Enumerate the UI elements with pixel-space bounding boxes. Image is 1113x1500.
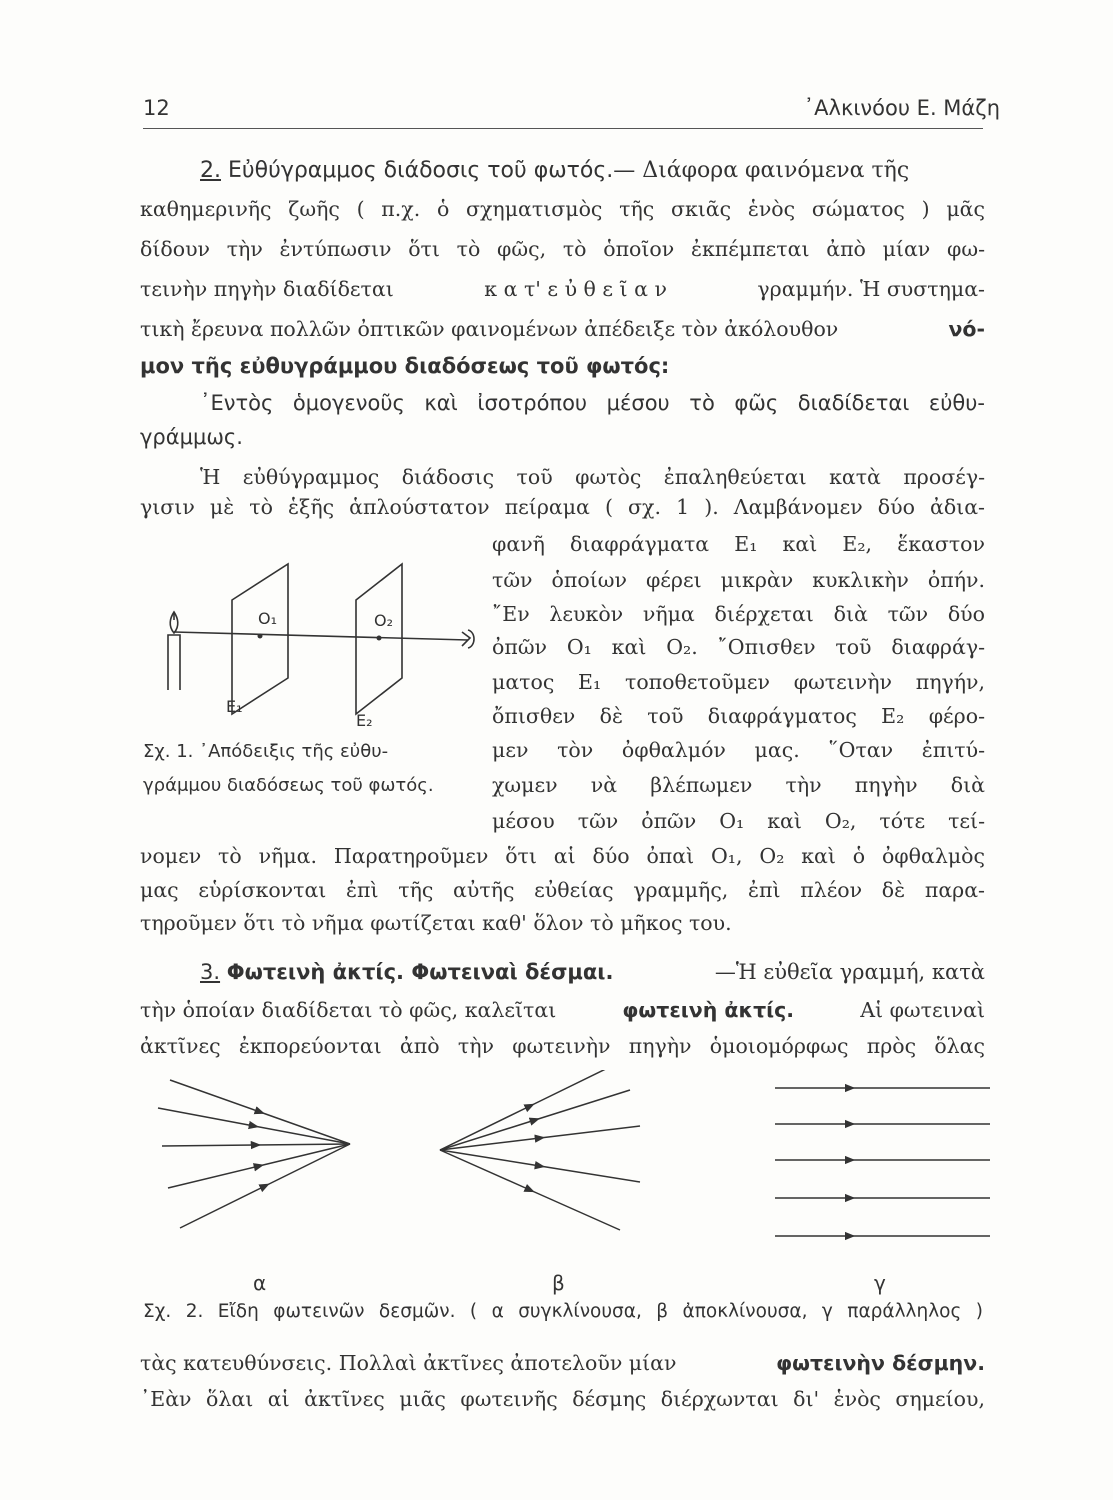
eye-icon [462,630,474,648]
section3-title: Φωτεινὴ ἀκτίς. Φωτειναὶ δέσμαι. [226,960,614,984]
section3-line2-pre: τὴν ὁποίαν διαδίδεται τὸ φῶς, καλεῖται [140,998,557,1022]
rightcol-line-6: ὄπισθεν δὲ τοῦ διαφράγματος Ε₂ φέρο- [492,704,985,728]
after-line-3: τηροῦμεν ὅτι τὸ νῆμα φωτίζεται καθ' ὅλον τὸ μῆκος του. [140,911,732,935]
section2-line-4a: τικὴ ἔρευνα πολλῶν ὀπτικῶν φαινομένων ἀπέδειξε τὸν ἀκόλουθον [140,317,839,341]
figure2-label-a: α [253,1271,267,1295]
figure1-caption-1: Σχ. 1. ᾿Απόδειξις τῆς εὐθυ- [143,741,389,762]
law-intro-bold: νό- [948,317,985,341]
figure1-caption-2: γράμμου διαδόσεως τοῦ φωτός. [143,775,434,796]
page-number: 12 [143,96,170,120]
hole-o1 [258,634,263,639]
section3-line-3: ἀκτῖνες ἐκπορεύονται ἀπὸ τὴν φωτεινὴν πηγὴν ὁμοιομόρφως πρὸς ὅλας [140,1034,985,1058]
figure1-diagram [150,560,490,740]
section2-line-0: — Διάφορα φαινόμενα τῆς [613,158,910,183]
section2-spaced-phrase: κ α τ' ε ὐ θ ε ῖ α ν [484,277,667,301]
law-title: μον τῆς εὐθυγράμμου διαδόσεως τοῦ φωτός: [140,354,670,378]
section2-line-3a: τεινὴν πηγὴν διαδίδεται [140,277,394,301]
diverging-beam [440,1070,640,1230]
section2-line-2: δίδουν τὴν ἐντύπωσιν ὅτι τὸ φῶς, τὸ ὁποῖον ἐκπέμπεται ἀπὸ μίαν φω- [140,237,985,261]
closing-line-1 [140,1353,985,1374]
header-rule [143,128,983,129]
section2-line-3 [140,279,985,300]
section3-line2-post: Αἱ φωτειναὶ [860,998,985,1022]
rightcol-line-4: ὀπῶν Ο₁ καὶ Ο₂. ῎Οπισθεν τοῦ διαφράγ- [492,635,985,659]
section2-heading [200,160,909,182]
label-e2: E₂ [356,711,373,730]
rightcol-line-5: ματος Ε₁ τοποθετοῦμεν φωτεινὴν πηγήν, [492,670,985,694]
section3-line1-rest: —Ἡ εὐθεῖα γραμμή, κατὰ [714,960,985,984]
law-line-2: γράμμως. [140,425,243,449]
rightcol-line-1: φανῆ διαφράγματα Ε₁ καὶ Ε₂, ἕκαστον [492,532,985,556]
para-line-1: Ἡ εὐθύγραμμος διάδοσις τοῦ φωτὸς ἐπαληθεύεται κατὰ προσέγ- [200,465,985,489]
section2-number: 2. [200,158,221,183]
figure2-label-c: γ [874,1271,886,1295]
figure2-label-b: β [552,1271,565,1295]
section2-title: Εὐθύγραμμος διάδοσις τοῦ φωτός. [228,158,614,183]
after-line-2: μας εὑρίσκονται ἐπὶ τῆς αὐτῆς εὐθείας γραμμῆς, ἐπὶ πλέον δὲ παρα- [140,878,985,902]
section2-line-3c: γραμμήν. Ἡ συστημα- [757,277,985,301]
section3-line-2 [140,1000,985,1021]
section3-number: 3. [200,960,221,984]
rightcol-line-9: μέσου τῶν ὀπῶν Ο₁ καὶ Ο₂, τότε τεί- [492,809,985,833]
closing-line-2: ᾿Εὰν ὅλαι αἱ ἀκτῖνες μιᾶς φωτεινῆς δέσμης διέρχωνται δι' ἑνὸς σημείου, [140,1387,985,1411]
hole-o2 [377,636,382,641]
after-line-1: νομεν τὸ νῆμα. Παρατηροῦμεν ὅτι αἱ δύο ὀπαὶ Ο₁, Ο₂ καὶ ὁ ὀφθαλμὸς [140,844,985,868]
rightcol-line-2: τῶν ὁποίων φέρει μικρὰν κυκλικὴν ὀπήν. [492,568,985,592]
figure2-diagram [140,1070,1000,1270]
running-title: ᾿Αλκινόου Ε. Μάζη [803,96,1000,120]
rightcol-line-7: μεν τὸν ὀφθαλμόν μας. ῞Οταν ἐπιτύ- [492,738,985,762]
rightcol-line-3: ῎Εν λευκὸν νῆμα διέρχεται διὰ τῶν δύο [492,602,985,626]
label-e1: E₁ [226,697,243,716]
law-line-1: ᾿Εντὸς ὁμογενοῦς καὶ ἰσοτρόπου μέσου τὸ φῶς διαδίδεται εὐθυ- [200,391,985,415]
label-o1: O₁ [258,609,278,628]
section3-heading-group [200,962,613,983]
rightcol-line-8: χωμεν νὰ βλέπωμεν τὴν πηγὴν διὰ [492,773,985,797]
converging-beam [158,1080,350,1228]
screen-e1 [232,564,288,714]
label-o2: O₂ [374,611,394,630]
term-light-beam: φωτεινὴν δέσμην. [776,1351,985,1375]
section2-line-4 [140,319,985,340]
para-line-2: γισιν μὲ τὸ ἑξῆς ἁπλούστατον πείραμα ( σχ. 1 ). Λαμβάνομεν δύο ἀδια- [140,495,985,519]
section2-line-1: καθημερινῆς ζωῆς ( π.χ. ὁ σχηματισμὸς τῆς σκιᾶς ἑνὸς σώματος ) μᾶς [140,197,985,221]
section3-heading [200,962,985,983]
thread-line [174,632,468,640]
term-light-ray: φωτεινὴ ἀκτίς. [622,998,795,1022]
parallel-beam [775,1088,990,1236]
figure2-caption: Σχ. 2. Εἴδη φωτεινῶν δεσμῶν. ( α συγκλίνουσα, β ἀποκλίνουσα, γ παράλληλος ) [143,1301,983,1322]
candle-icon [168,635,180,690]
closing-line1-pre: τὰς κατευθύνσεις. Πολλαὶ ἀκτῖνες ἀποτελοῦν μίαν [140,1351,677,1375]
